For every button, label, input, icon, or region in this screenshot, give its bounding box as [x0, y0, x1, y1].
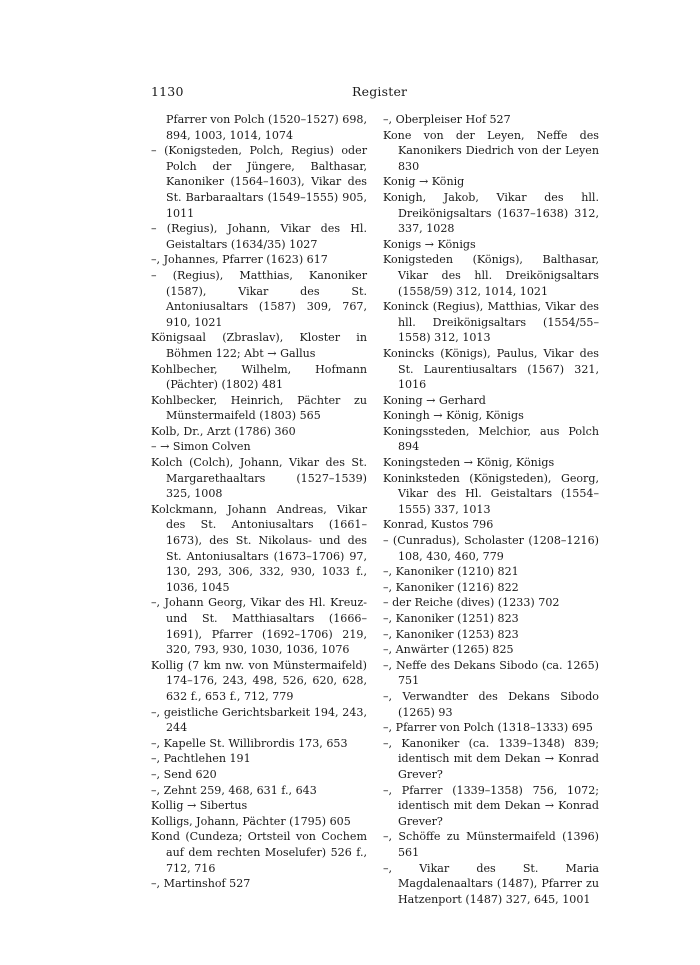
index-entry: Kollig → Sibertus: [151, 799, 248, 813]
index-entry: Konigh, Jakob, Vikar des hll. Dreikönigsaltars (1637–1638) 312, 337, 1028: [383, 190, 599, 236]
index-entry: Konincks (Königs), Paulus, Vikar des St. Laurentiusaltars (1567) 321, 1016: [383, 346, 599, 392]
running-head: Register: [352, 84, 408, 99]
index-entry: Kolch (Colch), Johann, Vikar des St. Margarethaaltars (1527–1539) 325, 1008: [151, 456, 367, 501]
index-entry: Koningssteden, Melchior, aus Polch 894: [383, 424, 599, 454]
index-entry: Kond (Cundeza; Ortsteil von Cochem auf dem rechten Moselufer) 526 f., 712, 716: [151, 830, 367, 875]
index-entry: –, Send 620: [151, 767, 217, 781]
index-entry: – (Regius), Johann, Vikar des Hl. Geistaltars (1634/35) 1027: [151, 222, 367, 251]
index-entry: Kolligs, Johann, Pächter (1795) 605: [151, 814, 351, 828]
index-entry: –, Kapelle St. Willibrordis 173, 653: [151, 736, 348, 750]
index-entry: –, Johann Georg, Vikar des Hl. Kreuz- und St. Matthiasaltars (1666–1691), Pfarrer (1692–1706) 219, 320, 793, 930, 1030, 1036, 1076: [151, 596, 367, 657]
index-entry: Kolckmann, Johann Andreas, Vikar des St. Antoniusaltars (1661–1673), des St. Nikolaus- und des St. Antoniusaltars (1673–1706) 97, 130, 293, 306, 332, 930, 1033 f., 1036, 1045: [151, 502, 367, 594]
index-entry: Koningh → König, Königs: [383, 409, 524, 423]
index-entry: –, Martinshof 527: [151, 877, 251, 891]
index-entry: Konigsteden (Königs), Balthasar, Vikar des hll. Dreikönigsaltars (1558/59) 312, 1014, 1021: [383, 253, 599, 298]
index-entry: –, Anwärter (1265) 825: [383, 643, 514, 657]
index-entry: –, Kanoniker (1210) 821: [383, 565, 519, 579]
index-entry: –, Schöffe zu Münstermaifeld (1396) 561: [383, 830, 599, 859]
index-entry: –, geistliche Gerichtsbarkeit 194, 243, 244: [151, 705, 367, 735]
index-entry: –, Vikar des St. Maria Magdalenaaltars (1487), Pfarrer zu Hatzenport (1487) 327, 645, 1001: [383, 861, 599, 906]
index-entry: –, Pachtlehen 191: [151, 752, 251, 766]
index-entry: – (Konigsteden, Polch, Regius) oder Polch der Jüngere, Balthasar, Kanoniker (1564–1603), Vikar des St. Barbaraaltars (1549–1555) 905, 1011: [151, 144, 367, 220]
index-entry: – (Regius), Matthias, Kanoniker (1587), Vikar des St. Antoniusaltars (1587) 309, 767, 910, 1021: [151, 268, 367, 329]
index-entry: Pfarrer von Polch (1520–1527) 698, 894, 1003, 1014, 1074: [166, 113, 367, 142]
index-entry: – der Reiche (dives) (1233) 702: [383, 596, 560, 610]
index-entry: Kohlbecher, Wilhelm, Hofmann (Pächter) (1802) 481: [151, 362, 367, 392]
index-entry: –, Pfarrer (1339–1358) 756, 1072; identisch mit dem Dekan → Konrad Grever?: [383, 783, 599, 828]
index-column-left: [151, 112, 367, 892]
index-entry: Kolb, Dr., Arzt (1786) 360: [151, 424, 296, 438]
index-column-right: [383, 112, 599, 907]
index-entry: Kohlbecker, Heinrich, Pächter zu Münstermaifeld (1803) 565: [151, 393, 367, 423]
index-entry: – → Simon Colven: [151, 440, 251, 454]
index-entry: –, Neffe des Dekans Sibodo (ca. 1265) 751: [383, 658, 599, 688]
index-entry: Koninck (Regius), Matthias, Vikar des hll. Dreikönigsaltars (1554/55–1558) 312, 1013: [383, 300, 599, 345]
index-entry: –, Oberpleiser Hof 527: [383, 113, 511, 126]
index-entry: – (Cunradus), Scholaster (1208–1216) 108, 430, 460, 779: [383, 534, 599, 563]
index-entry: –, Kanoniker (ca. 1339–1348) 839; identisch mit dem Dekan → Konrad Grever?: [383, 736, 599, 781]
index-entry: Kollig (7 km nw. von Münstermaifeld) 174–176, 243, 498, 526, 620, 628, 632 f., 653 f., 712, 779: [151, 658, 367, 703]
index-entry: –, Kanoniker (1253) 823: [383, 627, 519, 641]
index-entry: Konrad, Kustos 796: [383, 518, 494, 532]
index-entry: –, Johannes, Pfarrer (1623) 617: [151, 253, 328, 267]
index-entry: Konig → König: [383, 175, 465, 189]
index-entry: –, Kanoniker (1216) 822: [383, 580, 519, 594]
index-entry: Kone von der Leyen, Neffe des Kanonikers Diedrich von der Leyen 830: [383, 128, 599, 173]
index-entry: Königsaal (Zbraslav), Kloster in Böhmen 122; Abt → Gallus: [151, 331, 367, 360]
index-entry: Koninksteden (Königsteden), Georg, Vikar des Hl. Geistaltars (1554–1555) 337, 1013: [383, 471, 599, 516]
index-entry: Konigs → Königs: [383, 237, 476, 251]
index-entry: –, Pfarrer von Polch (1318–1333) 695: [383, 721, 593, 735]
index-entry: –, Kanoniker (1251) 823: [383, 612, 519, 625]
index-entry: –, Zehnt 259, 468, 631 f., 643: [151, 783, 317, 797]
index-entry: Koningsteden → König, Königs: [383, 456, 555, 470]
index-entry: Koning → Gerhard: [383, 393, 486, 407]
index-entry: –, Verwandter des Dekans Sibodo (1265) 93: [383, 689, 599, 719]
page-number: 1130: [151, 84, 184, 99]
